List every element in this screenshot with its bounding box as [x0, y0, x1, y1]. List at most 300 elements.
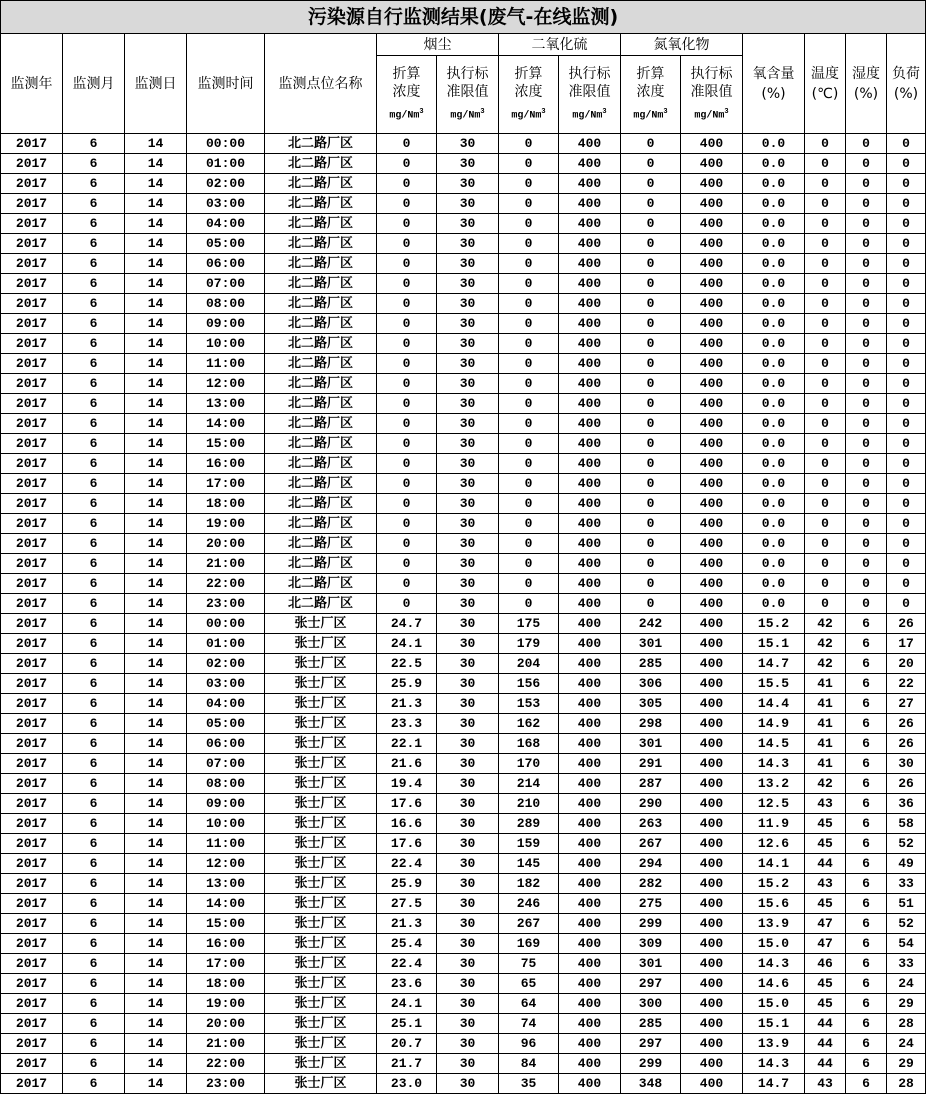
cell-year: 2017 [1, 194, 63, 214]
cell-load: 29 [887, 1054, 926, 1074]
cell-nox-limit: 400 [681, 454, 743, 474]
cell-year: 2017 [1, 694, 63, 714]
header-day: 监测日 [125, 34, 187, 134]
cell-time: 09:00 [187, 794, 265, 814]
unit-label: mg/Nm$^3$ [694, 108, 729, 122]
header-so2-conc: 折算 浓度 mg/Nm$^3$ [499, 56, 559, 134]
cell-humidity: 6 [846, 874, 887, 894]
cell-temperature: 42 [805, 654, 846, 674]
table-row [1, 134, 926, 154]
cell-dust-limit: 30 [437, 854, 499, 874]
table-row [1, 654, 926, 674]
cell-load: 0 [887, 234, 926, 254]
cell-month: 6 [63, 794, 125, 814]
cell-dust-conc: 22.4 [377, 854, 437, 874]
table-row [1, 874, 926, 894]
cell-year: 2017 [1, 974, 63, 994]
cell-dust-conc: 24.1 [377, 634, 437, 654]
cell-month: 6 [63, 954, 125, 974]
cell-site: 张士厂区 [265, 854, 377, 874]
table-row [1, 194, 926, 214]
cell-so2-conc: 0 [499, 134, 559, 154]
cell-humidity: 6 [846, 1034, 887, 1054]
cell-load: 0 [887, 294, 926, 314]
cell-load: 51 [887, 894, 926, 914]
cell-dust-conc: 0 [377, 174, 437, 194]
cell-temperature: 0 [805, 154, 846, 174]
cell-temperature: 43 [805, 794, 846, 814]
cell-dust-conc: 0 [377, 274, 437, 294]
cell-site: 张士厂区 [265, 714, 377, 734]
cell-dust-conc: 16.6 [377, 814, 437, 834]
cell-oxygen: 15.0 [743, 934, 805, 954]
cell-dust-limit: 30 [437, 794, 499, 814]
cell-nox-conc: 299 [621, 1054, 681, 1074]
cell-site: 北二路厂区 [265, 374, 377, 394]
cell-nox-conc: 242 [621, 614, 681, 634]
cell-year: 2017 [1, 1054, 63, 1074]
cell-nox-limit: 400 [681, 674, 743, 694]
cell-load: 0 [887, 254, 926, 274]
cell-dust-limit: 30 [437, 574, 499, 594]
table-row [1, 1014, 926, 1034]
cell-nox-conc: 0 [621, 474, 681, 494]
cell-oxygen: 15.2 [743, 614, 805, 634]
cell-time: 13:00 [187, 394, 265, 414]
cell-time: 09:00 [187, 314, 265, 334]
cell-nox-limit: 400 [681, 594, 743, 614]
cell-nox-conc: 0 [621, 134, 681, 154]
cell-site: 张士厂区 [265, 774, 377, 794]
cell-time: 12:00 [187, 854, 265, 874]
cell-month: 6 [63, 894, 125, 914]
cell-nox-conc: 291 [621, 754, 681, 774]
cell-month: 6 [63, 774, 125, 794]
cell-humidity: 6 [846, 674, 887, 694]
cell-humidity: 0 [846, 334, 887, 354]
cell-temperature: 0 [805, 514, 846, 534]
cell-humidity: 0 [846, 594, 887, 614]
cell-load: 49 [887, 854, 926, 874]
cell-nox-conc: 294 [621, 854, 681, 874]
cell-nox-limit: 400 [681, 654, 743, 674]
cell-so2-conc: 179 [499, 634, 559, 654]
cell-time: 16:00 [187, 934, 265, 954]
cell-nox-conc: 298 [621, 714, 681, 734]
cell-dust-conc: 17.6 [377, 794, 437, 814]
cell-month: 6 [63, 274, 125, 294]
cell-site: 张士厂区 [265, 694, 377, 714]
cell-day: 14 [125, 714, 187, 734]
cell-time: 04:00 [187, 214, 265, 234]
cell-so2-limit: 400 [559, 774, 621, 794]
cell-day: 14 [125, 1014, 187, 1034]
cell-dust-limit: 30 [437, 134, 499, 154]
cell-month: 6 [63, 154, 125, 174]
cell-dust-conc: 0 [377, 454, 437, 474]
cell-so2-conc: 182 [499, 874, 559, 894]
cell-so2-limit: 400 [559, 394, 621, 414]
cell-year: 2017 [1, 134, 63, 154]
cell-oxygen: 15.6 [743, 894, 805, 914]
cell-day: 14 [125, 354, 187, 374]
cell-temperature: 0 [805, 454, 846, 474]
cell-nox-limit: 400 [681, 194, 743, 214]
header-group-nox: 氮氧化物 [621, 34, 743, 56]
cell-month: 6 [63, 214, 125, 234]
cell-time: 05:00 [187, 234, 265, 254]
cell-so2-conc: 0 [499, 274, 559, 294]
cell-site: 北二路厂区 [265, 474, 377, 494]
cell-so2-conc: 0 [499, 354, 559, 374]
cell-time: 23:00 [187, 1074, 265, 1094]
cell-dust-conc: 0 [377, 514, 437, 534]
cell-dust-limit: 30 [437, 354, 499, 374]
cell-nox-limit: 400 [681, 914, 743, 934]
cell-temperature: 42 [805, 614, 846, 634]
cell-nox-conc: 0 [621, 254, 681, 274]
cell-year: 2017 [1, 354, 63, 374]
cell-year: 2017 [1, 894, 63, 914]
cell-time: 06:00 [187, 254, 265, 274]
cell-day: 14 [125, 1074, 187, 1094]
cell-day: 14 [125, 514, 187, 534]
cell-so2-limit: 400 [559, 734, 621, 754]
cell-dust-limit: 30 [437, 1054, 499, 1074]
table-row [1, 334, 926, 354]
cell-load: 0 [887, 374, 926, 394]
cell-dust-limit: 30 [437, 894, 499, 914]
cell-so2-conc: 0 [499, 414, 559, 434]
cell-site: 北二路厂区 [265, 154, 377, 174]
cell-so2-limit: 400 [559, 814, 621, 834]
cell-site: 北二路厂区 [265, 194, 377, 214]
table-row [1, 614, 926, 634]
cell-so2-limit: 400 [559, 834, 621, 854]
cell-humidity: 6 [846, 1054, 887, 1074]
cell-so2-limit: 400 [559, 174, 621, 194]
cell-year: 2017 [1, 634, 63, 654]
cell-month: 6 [63, 994, 125, 1014]
cell-nox-limit: 400 [681, 414, 743, 434]
cell-time: 17:00 [187, 474, 265, 494]
cell-day: 14 [125, 174, 187, 194]
cell-dust-conc: 25.9 [377, 674, 437, 694]
table-row [1, 214, 926, 234]
table-row [1, 234, 926, 254]
cell-dust-limit: 30 [437, 334, 499, 354]
cell-nox-limit: 400 [681, 514, 743, 534]
cell-day: 14 [125, 894, 187, 914]
cell-temperature: 0 [805, 234, 846, 254]
cell-time: 01:00 [187, 634, 265, 654]
cell-nox-limit: 400 [681, 694, 743, 714]
cell-so2-limit: 400 [559, 234, 621, 254]
cell-day: 14 [125, 294, 187, 314]
cell-humidity: 0 [846, 554, 887, 574]
cell-nox-limit: 400 [681, 374, 743, 394]
cell-humidity: 6 [846, 974, 887, 994]
cell-temperature: 0 [805, 334, 846, 354]
cell-year: 2017 [1, 494, 63, 514]
cell-time: 19:00 [187, 994, 265, 1014]
table-row [1, 254, 926, 274]
cell-site: 北二路厂区 [265, 534, 377, 554]
cell-site: 张士厂区 [265, 934, 377, 954]
cell-day: 14 [125, 474, 187, 494]
cell-day: 14 [125, 974, 187, 994]
cell-dust-conc: 0 [377, 234, 437, 254]
cell-humidity: 0 [846, 294, 887, 314]
cell-humidity: 6 [846, 774, 887, 794]
cell-load: 22 [887, 674, 926, 694]
cell-month: 6 [63, 634, 125, 654]
cell-nox-conc: 301 [621, 634, 681, 654]
cell-nox-limit: 400 [681, 214, 743, 234]
cell-oxygen: 0.0 [743, 134, 805, 154]
cell-humidity: 0 [846, 234, 887, 254]
cell-load: 29 [887, 994, 926, 1014]
cell-month: 6 [63, 174, 125, 194]
cell-dust-conc: 0 [377, 354, 437, 374]
cell-year: 2017 [1, 274, 63, 294]
table-row [1, 674, 926, 694]
cell-so2-conc: 0 [499, 474, 559, 494]
table-row [1, 834, 926, 854]
cell-nox-conc: 297 [621, 1034, 681, 1054]
cell-so2-conc: 0 [499, 534, 559, 554]
cell-so2-conc: 35 [499, 1074, 559, 1094]
cell-dust-limit: 30 [437, 774, 499, 794]
cell-dust-conc: 23.6 [377, 974, 437, 994]
cell-time: 07:00 [187, 274, 265, 294]
cell-load: 33 [887, 874, 926, 894]
cell-year: 2017 [1, 174, 63, 194]
cell-oxygen: 12.6 [743, 834, 805, 854]
cell-year: 2017 [1, 394, 63, 414]
cell-so2-limit: 400 [559, 694, 621, 714]
cell-day: 14 [125, 554, 187, 574]
cell-dust-conc: 22.4 [377, 954, 437, 974]
cell-day: 14 [125, 874, 187, 894]
cell-dust-limit: 30 [437, 954, 499, 974]
cell-nox-conc: 0 [621, 354, 681, 374]
cell-so2-conc: 64 [499, 994, 559, 1014]
cell-dust-conc: 22.5 [377, 654, 437, 674]
cell-nox-limit: 400 [681, 1014, 743, 1034]
cell-so2-limit: 400 [559, 994, 621, 1014]
unit-label: mg/Nm$^3$ [633, 108, 668, 122]
cell-oxygen: 14.3 [743, 1054, 805, 1074]
cell-nox-limit: 400 [681, 314, 743, 334]
cell-day: 14 [125, 654, 187, 674]
cell-humidity: 0 [846, 254, 887, 274]
cell-so2-conc: 0 [499, 394, 559, 414]
cell-oxygen: 15.2 [743, 874, 805, 894]
table-row [1, 734, 926, 754]
cell-temperature: 0 [805, 274, 846, 294]
cell-dust-conc: 27.5 [377, 894, 437, 914]
cell-so2-conc: 210 [499, 794, 559, 814]
cell-so2-conc: 0 [499, 554, 559, 574]
cell-load: 0 [887, 394, 926, 414]
header-oxygen: 氧含量 (%) [743, 34, 805, 134]
cell-nox-conc: 301 [621, 734, 681, 754]
cell-temperature: 45 [805, 834, 846, 854]
cell-so2-conc: 267 [499, 914, 559, 934]
cell-so2-limit: 400 [559, 934, 621, 954]
cell-temperature: 41 [805, 674, 846, 694]
cell-month: 6 [63, 294, 125, 314]
cell-nox-conc: 263 [621, 814, 681, 834]
cell-time: 13:00 [187, 874, 265, 894]
cell-month: 6 [63, 934, 125, 954]
cell-so2-conc: 168 [499, 734, 559, 754]
cell-humidity: 6 [846, 754, 887, 774]
cell-so2-conc: 84 [499, 1054, 559, 1074]
table-row [1, 274, 926, 294]
cell-so2-conc: 145 [499, 854, 559, 874]
table-row [1, 694, 926, 714]
cell-nox-limit: 400 [681, 494, 743, 514]
cell-temperature: 0 [805, 474, 846, 494]
cell-so2-limit: 400 [559, 494, 621, 514]
cell-oxygen: 14.7 [743, 654, 805, 674]
cell-oxygen: 14.3 [743, 754, 805, 774]
cell-month: 6 [63, 394, 125, 414]
cell-so2-limit: 400 [559, 1074, 621, 1094]
cell-so2-conc: 74 [499, 1014, 559, 1034]
header-so2-limit: 执行标 准限值 mg/Nm$^3$ [559, 56, 621, 134]
cell-site: 北二路厂区 [265, 494, 377, 514]
table-row [1, 1074, 926, 1094]
cell-time: 07:00 [187, 754, 265, 774]
cell-site: 张士厂区 [265, 994, 377, 1014]
cell-humidity: 0 [846, 194, 887, 214]
cell-humidity: 6 [846, 654, 887, 674]
cell-time: 02:00 [187, 174, 265, 194]
cell-temperature: 0 [805, 374, 846, 394]
cell-nox-conc: 300 [621, 994, 681, 1014]
cell-day: 14 [125, 274, 187, 294]
table-row [1, 634, 926, 654]
cell-year: 2017 [1, 1034, 63, 1054]
cell-temperature: 45 [805, 974, 846, 994]
cell-year: 2017 [1, 434, 63, 454]
cell-nox-limit: 400 [681, 1074, 743, 1094]
cell-month: 6 [63, 814, 125, 834]
cell-nox-conc: 0 [621, 534, 681, 554]
cell-dust-limit: 30 [437, 1034, 499, 1054]
cell-dust-conc: 0 [377, 194, 437, 214]
cell-time: 16:00 [187, 454, 265, 474]
cell-year: 2017 [1, 734, 63, 754]
cell-month: 6 [63, 654, 125, 674]
cell-dust-limit: 30 [437, 474, 499, 494]
cell-so2-conc: 169 [499, 934, 559, 954]
cell-temperature: 41 [805, 714, 846, 734]
cell-humidity: 6 [846, 1014, 887, 1034]
cell-oxygen: 0.0 [743, 394, 805, 414]
cell-dust-conc: 0 [377, 334, 437, 354]
table-row [1, 394, 926, 414]
cell-dust-conc: 0 [377, 494, 437, 514]
cell-day: 14 [125, 814, 187, 834]
cell-oxygen: 0.0 [743, 514, 805, 534]
cell-dust-limit: 30 [437, 534, 499, 554]
cell-temperature: 0 [805, 394, 846, 414]
cell-dust-conc: 25.1 [377, 1014, 437, 1034]
cell-dust-conc: 0 [377, 474, 437, 494]
cell-nox-conc: 309 [621, 934, 681, 954]
table-row [1, 1054, 926, 1074]
cell-oxygen: 14.3 [743, 954, 805, 974]
cell-nox-limit: 400 [681, 874, 743, 894]
cell-day: 14 [125, 794, 187, 814]
cell-dust-conc: 23.3 [377, 714, 437, 734]
cell-temperature: 43 [805, 874, 846, 894]
cell-temperature: 0 [805, 194, 846, 214]
cell-month: 6 [63, 734, 125, 754]
cell-day: 14 [125, 134, 187, 154]
cell-site: 张士厂区 [265, 754, 377, 774]
cell-dust-limit: 30 [437, 514, 499, 534]
cell-dust-limit: 30 [437, 754, 499, 774]
cell-oxygen: 0.0 [743, 454, 805, 474]
cell-nox-conc: 0 [621, 154, 681, 174]
cell-temperature: 0 [805, 494, 846, 514]
cell-nox-limit: 400 [681, 814, 743, 834]
cell-dust-conc: 24.7 [377, 614, 437, 634]
cell-dust-limit: 30 [437, 694, 499, 714]
header-humidity: 湿度 (%) [846, 34, 887, 134]
cell-dust-conc: 21.3 [377, 694, 437, 714]
cell-so2-limit: 400 [559, 1014, 621, 1034]
cell-temperature: 42 [805, 774, 846, 794]
cell-temperature: 0 [805, 134, 846, 154]
cell-so2-limit: 400 [559, 954, 621, 974]
cell-load: 0 [887, 334, 926, 354]
cell-nox-conc: 0 [621, 334, 681, 354]
cell-oxygen: 0.0 [743, 274, 805, 294]
cell-so2-limit: 400 [559, 134, 621, 154]
cell-nox-limit: 400 [681, 474, 743, 494]
cell-site: 张士厂区 [265, 894, 377, 914]
cell-so2-limit: 400 [559, 374, 621, 394]
cell-year: 2017 [1, 834, 63, 854]
cell-month: 6 [63, 234, 125, 254]
cell-nox-conc: 0 [621, 434, 681, 454]
cell-oxygen: 0.0 [743, 574, 805, 594]
cell-load: 0 [887, 414, 926, 434]
cell-nox-conc: 267 [621, 834, 681, 854]
cell-nox-conc: 0 [621, 394, 681, 414]
table-row [1, 894, 926, 914]
cell-time: 00:00 [187, 614, 265, 634]
cell-site: 张士厂区 [265, 634, 377, 654]
cell-humidity: 0 [846, 514, 887, 534]
cell-so2-conc: 0 [499, 254, 559, 274]
cell-nox-conc: 299 [621, 914, 681, 934]
cell-so2-limit: 400 [559, 754, 621, 774]
table-row [1, 954, 926, 974]
cell-temperature: 45 [805, 994, 846, 1014]
cell-dust-conc: 0 [377, 414, 437, 434]
cell-so2-conc: 159 [499, 834, 559, 854]
cell-nox-limit: 400 [681, 234, 743, 254]
cell-time: 19:00 [187, 514, 265, 534]
cell-humidity: 6 [846, 694, 887, 714]
